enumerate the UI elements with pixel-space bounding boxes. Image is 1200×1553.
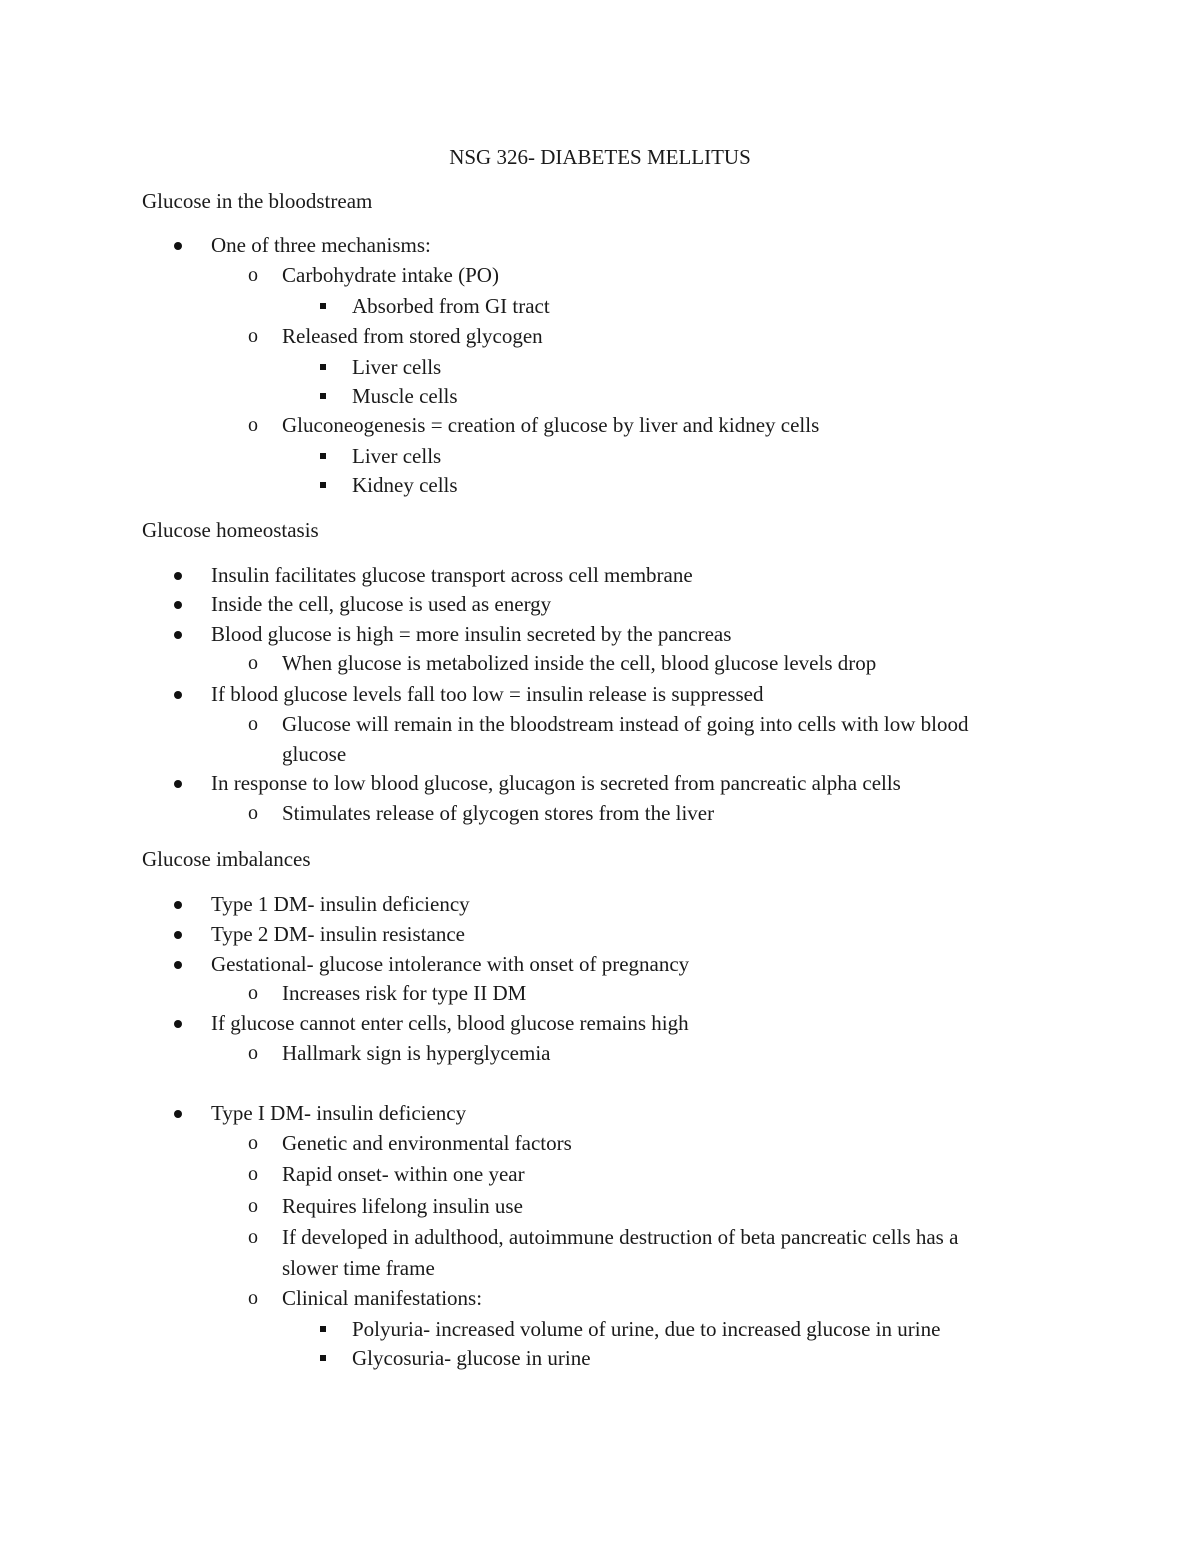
sub-list-item-continuation: glucose <box>282 742 347 766</box>
list-item: If blood glucose levels fall too low = insulin release is suppressed <box>211 682 764 706</box>
sub-bullet-marker: o <box>248 325 258 347</box>
sub-bullet-marker: o <box>248 1195 258 1217</box>
list-item: If glucose cannot enter cells, blood glucose remains high <box>211 1011 689 1035</box>
list-item: Type 1 DM- insulin deficiency <box>211 892 470 916</box>
sub-list-item: When glucose is metabolized inside the cell, blood glucose levels drop <box>282 651 877 675</box>
sub-sub-list-item: Liver cells <box>352 355 442 379</box>
list-item: Insulin facilitates glucose transport across cell membrane <box>211 563 693 587</box>
sub-list-item: Rapid onset- within one year <box>282 1162 525 1186</box>
sub-bullet-marker: o <box>248 1226 258 1248</box>
list-item: Type 2 DM- insulin resistance <box>211 922 465 946</box>
sub-list-item: Clinical manifestations: <box>282 1286 483 1310</box>
list-item: One of three mechanisms: <box>211 233 431 257</box>
section-heading-imbalances: Glucose imbalances <box>142 847 311 871</box>
sub-bullet-marker: o <box>248 713 258 735</box>
sub-sub-list-item: Liver cells <box>352 444 442 468</box>
sub-list-item: Carbohydrate intake (PO) <box>282 263 499 287</box>
sub-list-item: Genetic and environmental factors <box>282 1131 572 1155</box>
section-heading-homeostasis: Glucose homeostasis <box>142 518 319 542</box>
sub-list-item: Gluconeogenesis = creation of glucose by liver and kidney cells <box>282 413 820 437</box>
sub-list-item: Glucose will remain in the bloodstream instead of going into cells with low blood <box>282 712 969 736</box>
list-item: Type I DM- insulin deficiency <box>211 1101 467 1125</box>
sub-bullet-marker: o <box>248 264 258 286</box>
sub-sub-list-item: Polyuria- increased volume of urine, due to increased glucose in urine <box>352 1317 941 1341</box>
sub-bullet-marker: o <box>248 1132 258 1154</box>
sub-bullet-marker: o <box>248 1287 258 1309</box>
sub-sub-list-item: Absorbed from GI tract <box>352 294 550 318</box>
sub-list-item: Increases risk for type II DM <box>282 981 527 1005</box>
sub-bullet-marker: o <box>248 1163 258 1185</box>
page-title: NSG 326- DIABETES MELLITUS <box>449 145 751 169</box>
list-item: In response to low blood glucose, glucagon is secreted from pancreatic alpha cells <box>211 771 901 795</box>
sub-list-item: Stimulates release of glycogen stores from the liver <box>282 801 715 825</box>
list-item: Gestational- glucose intolerance with onset of pregnancy <box>211 952 690 976</box>
sub-bullet-marker: o <box>248 1042 258 1064</box>
sub-list-item: If developed in adulthood, autoimmune destruction of beta pancreatic cells has a <box>282 1225 959 1249</box>
sub-list-item: Requires lifelong insulin use <box>282 1194 523 1218</box>
sub-bullet-marker: o <box>248 414 258 436</box>
sub-sub-list-item: Kidney cells <box>352 473 458 497</box>
sub-list-item: Hallmark sign is hyperglycemia <box>282 1041 551 1065</box>
sub-sub-list-item: Muscle cells <box>352 384 458 408</box>
sub-bullet-marker: o <box>248 982 258 1004</box>
section-heading-bloodstream: Glucose in the bloodstream <box>142 189 373 213</box>
sub-sub-list-item: Glycosuria- glucose in urine <box>352 1346 591 1370</box>
list-item: Blood glucose is high = more insulin secreted by the pancreas <box>211 622 732 646</box>
sub-list-item-continuation: slower time frame <box>282 1256 435 1280</box>
sub-bullet-marker: o <box>248 802 258 824</box>
sub-list-item: Released from stored glycogen <box>282 324 543 348</box>
list-item: Inside the cell, glucose is used as energy <box>211 592 552 616</box>
sub-bullet-marker: o <box>248 652 258 674</box>
